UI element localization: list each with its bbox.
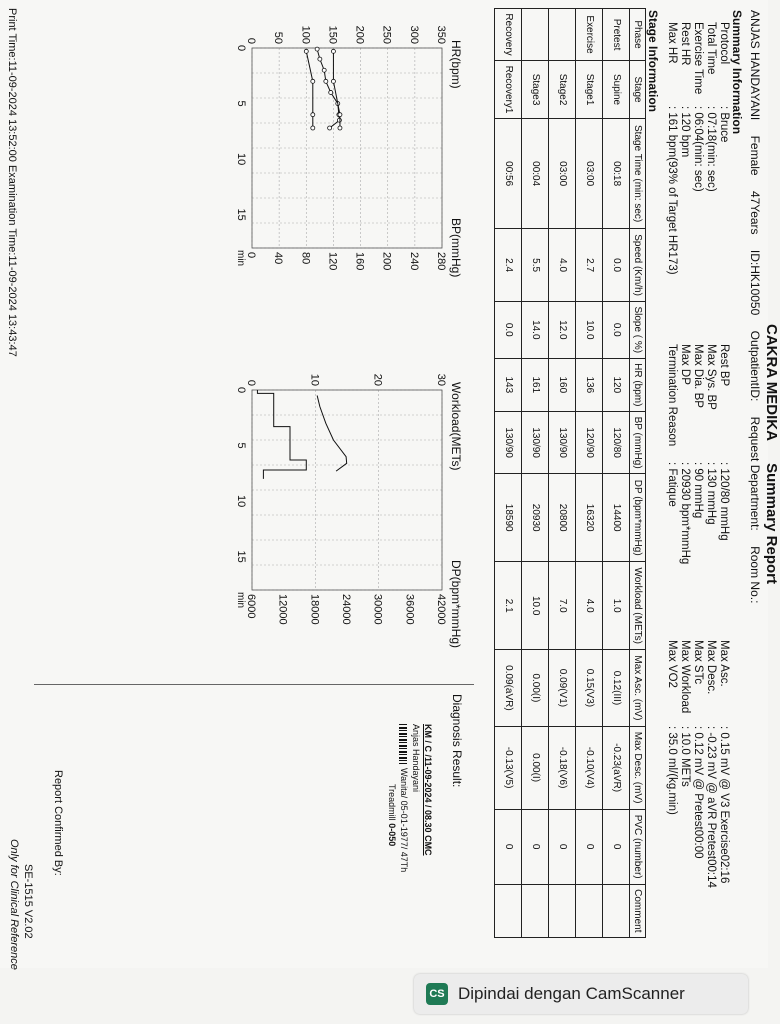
table-cell: -0.23(aVR) [603,726,630,809]
data-point [331,79,335,83]
patient-line [748,10,762,615]
stamp-line-2: Anjas Handayani [411,724,421,793]
data-point [322,68,326,72]
report-heading [762,324,780,602]
summary-left-row [665,22,678,275]
right-tick-label: 280 [435,252,447,271]
table-cell: 16320 [576,474,603,562]
data-point [304,49,308,53]
stamp-line-3: Wanita/ 05-01-1977/ 47Th [399,768,409,873]
x-unit-label: min [235,592,246,609]
right-tick-label: 42000 [435,594,447,625]
table-cell: -0.10(V4) [576,726,603,809]
table-cell: 10.0 [576,301,603,358]
summary-left [665,22,730,275]
table-cell [522,884,549,937]
stage-column-header: PVC (number) [630,809,646,884]
left-tick-label: 0 [245,379,257,386]
table-cell [576,884,603,937]
summary-right-row [691,640,704,888]
right-tick-label: 160 [353,252,366,271]
right-tick-label: 40 [272,252,285,265]
outpatient-id: OutpatientID: [748,330,762,402]
table-cell: 00:56 [495,119,522,229]
stage-table-header [630,9,646,938]
table-cell: 00:04 [522,119,549,229]
table-cell: 20930 [522,474,549,562]
summary-left-key: Rest HR [679,22,691,66]
x-tick-label: 5 [235,442,247,449]
summary-left-value: : Bruce [718,106,730,143]
data-point [328,126,332,130]
left-tick-label: 300 [407,25,420,44]
company-name: CAKRA MEDIKA [763,324,780,441]
camscanner-badge [414,974,748,1014]
summary-right-row [717,640,730,888]
right-tick-label: 120 [326,252,339,271]
rotated-report [4,4,780,970]
table-cell: 0.0 [495,301,522,358]
summary-mid-row [678,344,691,564]
table-row [549,9,576,938]
stage-column-header: Slope ( %) [630,301,646,358]
summary-right-key: Max Desc. [705,640,717,695]
table-cell: 0.09(aVR) [495,650,522,726]
table-cell: 0.00(I) [522,726,549,809]
table-cell: 2.4 [495,229,522,302]
stage-column-header: Stage [630,61,646,119]
summary-right-key: Max STc [692,640,704,685]
stage-column-header: Max Asc. (mV) [630,650,646,726]
table-cell [549,9,576,61]
table-cell: 130/90 [549,411,576,473]
table-cell: Exercise [576,9,603,61]
left-tick-label: 150 [326,25,339,44]
data-point [329,90,333,94]
summary-mid-value: : 20930 bpm*mmHg [679,462,691,565]
table-cell: 2.7 [576,229,603,302]
right-tick-label: 30000 [371,594,384,625]
stage-table [494,8,646,938]
summary-right-key: Max VO2 [666,640,678,688]
table-cell: 0 [549,809,576,884]
left-tick-label: 200 [353,25,366,44]
data-point [311,126,315,130]
summary-left-key: Max HR [666,22,678,64]
summary-left-row [691,22,704,275]
table-cell: 00:18 [603,119,630,229]
camscanner-logo-icon: CS [426,983,448,1005]
table-cell: 0.12(III) [603,650,630,726]
summary-mid-key: Termination Reason [666,344,678,447]
x-tick-label: 10 [235,494,247,508]
summary-mid-key: Rest BP [718,344,730,387]
left-tick-label: 30 [435,373,447,386]
left-axis-label: HR(bpm) [449,40,463,89]
table-cell: -0.18(V6) [549,726,576,809]
stage-column-header: BP (mmHg) [630,411,646,473]
x-unit-label: min [235,250,246,267]
report-title: Summary Report [763,463,780,584]
summary-left-key: Total Time [705,22,717,75]
table-cell: 20800 [549,474,576,562]
stage-column-header: Max Desc. (mV) [630,726,646,809]
table-cell: Recovery1 [495,61,522,119]
summary-right-row [665,640,678,888]
stage-column-header: Comment [630,884,646,937]
table-cell: 0.0 [603,301,630,358]
barcode-icon [399,724,407,764]
stage-column-header: Workload (METs) [630,562,646,650]
x-tick-label: 5 [235,100,247,107]
summary-left-value: : 06:04(min: sec) [692,106,704,192]
summary-right-value: : 35.0 ml/(kg.min) [666,726,678,815]
data-point [315,47,319,51]
x-tick-label: 10 [235,152,247,166]
table-cell: 120/80 [603,411,630,473]
stage-column-header: DP (bpm*mmHg) [630,474,646,562]
table-cell: 0 [576,809,603,884]
table-cell: 12.0 [549,301,576,358]
workload-dp-svg [219,356,464,656]
table-cell: 14.0 [522,301,549,358]
table-cell: Pretest [603,9,630,61]
summary-mid-row [691,344,704,564]
table-cell: 1.0 [603,562,630,650]
table-cell: 120/90 [576,411,603,473]
table-cell: 4.0 [549,229,576,302]
summary-mid-row [717,344,730,564]
hr-bp-svg [219,14,464,314]
summary-middle [665,344,730,564]
summary-mid-key: Max Sys. BP [705,344,717,410]
summary-right-value: : 0.12 mV @ Pretest00:00 [692,726,704,859]
table-cell: 0 [603,809,630,884]
table-row [576,9,603,938]
table-cell: 14400 [603,474,630,562]
table-cell: 0.0 [603,229,630,302]
summary-right-key: Max Workload [679,640,691,714]
table-cell: 130/90 [522,411,549,473]
summary-left-row [704,22,717,275]
camscanner-text: Dipindai dengan CamScanner [458,984,685,1003]
left-tick-label: 50 [272,31,285,44]
stamp-code: 0-050 [387,823,397,847]
table-cell: 5.5 [522,229,549,302]
left-tick-label: 0 [245,37,257,44]
summary-right-row [704,640,717,888]
summary-mid-value: : 130 mmHg [705,462,717,525]
report-confirmed: Report Confirmed By: [52,770,64,876]
stamp-line-1: KM / C /11-09-2024 / 08.30 CMC [423,724,433,856]
data-point [318,57,322,61]
summary-left-value: : 161 bpm(93% of Target HR173) [666,106,678,275]
table-cell [495,884,522,937]
summary-right-value: : 10.0 METs [679,726,691,787]
table-cell: 03:00 [576,119,603,229]
data-point [331,49,335,53]
summary-heading: Summary Information [730,10,744,135]
right-axis-label: DP(bpm*mmHg) [449,560,463,649]
table-cell: 0.15(V3) [576,650,603,726]
summary-mid-key: Max DP [679,344,691,385]
summary-right-key: Max Asc. [718,640,730,687]
stage-table-body [495,9,630,938]
right-tick-label: 200 [380,252,393,271]
right-tick-label: 80 [299,252,312,265]
table-cell: 130/90 [495,411,522,473]
clinical-note: Only for Clinical Reference [8,839,20,970]
right-tick-label: 24000 [340,594,352,625]
table-cell: 7.0 [549,562,576,650]
summary-right [665,640,730,888]
summary-left-row [678,22,691,275]
summary-right-row [678,640,691,888]
left-tick-label: 250 [380,25,393,44]
left-tick-label: 10 [308,373,321,386]
summary-mid-row [665,344,678,564]
table-row [495,9,522,938]
right-tick-label: 6000 [245,594,257,619]
print-time: Print Time:11-09-2024 13:52:00 Examination Time:11-09-2024 13:43:47 [6,8,18,357]
table-cell: Recovery [495,9,522,61]
diagnosis-label: Diagnosis Result: [450,694,464,788]
table-row [603,9,630,938]
table-cell: 2.1 [495,562,522,650]
table-cell: Stage3 [522,61,549,119]
stage-column-header: Speed (Km/h) [630,229,646,302]
table-cell: 0 [522,809,549,884]
data-point [338,113,342,117]
data-point [337,118,341,122]
summary-right-value: : 0.15 mV @ V3 Exercise02:16 [718,726,730,884]
table-cell: 4.0 [576,562,603,650]
table-cell: 18590 [495,474,522,562]
table-cell: Stage2 [549,61,576,119]
x-tick-label: 15 [235,550,247,563]
table-cell [522,9,549,61]
stage-column-header: Stage Time (min: sec) [630,119,646,229]
right-tick-label: 12000 [276,594,289,625]
x-tick-label: 0 [235,386,247,394]
table-cell: 136 [576,358,603,411]
table-cell: 120 [603,358,630,411]
diagnosis-stamp [370,724,434,934]
series-line [317,396,347,472]
divider [34,684,474,685]
summary-left-key: Protocol [718,22,730,65]
table-cell: 160 [549,358,576,411]
patient-name: ANJAS HANDAYANI [748,10,762,121]
summary-mid-value: : 90 mmHg [692,462,704,519]
request-department: Request Department: [748,416,762,531]
summary-mid-key: Max Dia. BP [692,344,704,408]
room-no: Room No.: [748,546,762,604]
x-tick-label: 15 [235,208,247,221]
table-cell: 0 [495,809,522,884]
stage-heading: Stage Information [646,10,660,113]
table-cell: 0.09(V1) [549,650,576,726]
hr-bp-chart [215,14,464,314]
table-cell [603,884,630,937]
table-cell: Supine [603,61,630,119]
right-tick-label: 36000 [403,594,416,625]
table-cell: 161 [522,358,549,411]
data-point [311,113,315,117]
table-cell: 143 [495,358,522,411]
summary-mid-row [704,344,717,564]
summary-left-row [717,22,730,275]
left-tick-label: 20 [371,373,384,386]
left-tick-label: 100 [299,25,312,44]
summary-left-value: : 120 bpm [679,106,691,158]
table-cell: Stage1 [576,61,603,119]
summary-left-key: Exercise Time [692,22,704,95]
data-point [324,79,328,83]
left-axis-label: Workload(METs) [449,382,463,471]
summary-mid-value: : Fatique [666,462,678,507]
workload-dp-chart [215,356,464,656]
table-cell: 0.00(I) [522,650,549,726]
summary-right-value: : -0.23 mV @ aVR Pretest00:14 [705,726,717,888]
data-point [338,126,342,130]
data-point [311,79,315,83]
patient-age: 47Years [748,190,762,235]
summary-mid-value: : 120/80 mmHg [718,462,730,541]
stage-column-header: HR (bpm) [630,358,646,411]
right-axis-label: BP(mmHg) [449,218,463,278]
right-tick-label: 240 [407,252,420,271]
model-number: SE-1515 V2.02 [22,864,34,939]
stage-column-header: Phase [630,9,646,61]
table-cell: -0.13(V5) [495,726,522,809]
right-tick-label: 0 [245,252,257,259]
x-tick-label: 0 [235,44,247,52]
table-row [522,9,549,938]
series-line [257,390,306,479]
left-tick-label: 350 [435,25,447,44]
patient-sex: Female [748,135,762,176]
right-tick-label: 18000 [308,594,321,625]
table-cell: 10.0 [522,562,549,650]
table-cell [549,884,576,937]
summary-left-value: : 07:18(min: sec) [705,106,717,192]
table-cell: 03:00 [549,119,576,229]
patient-id: ID:HK10050 [748,249,762,316]
stamp-line-4: Treadmill [387,784,397,821]
